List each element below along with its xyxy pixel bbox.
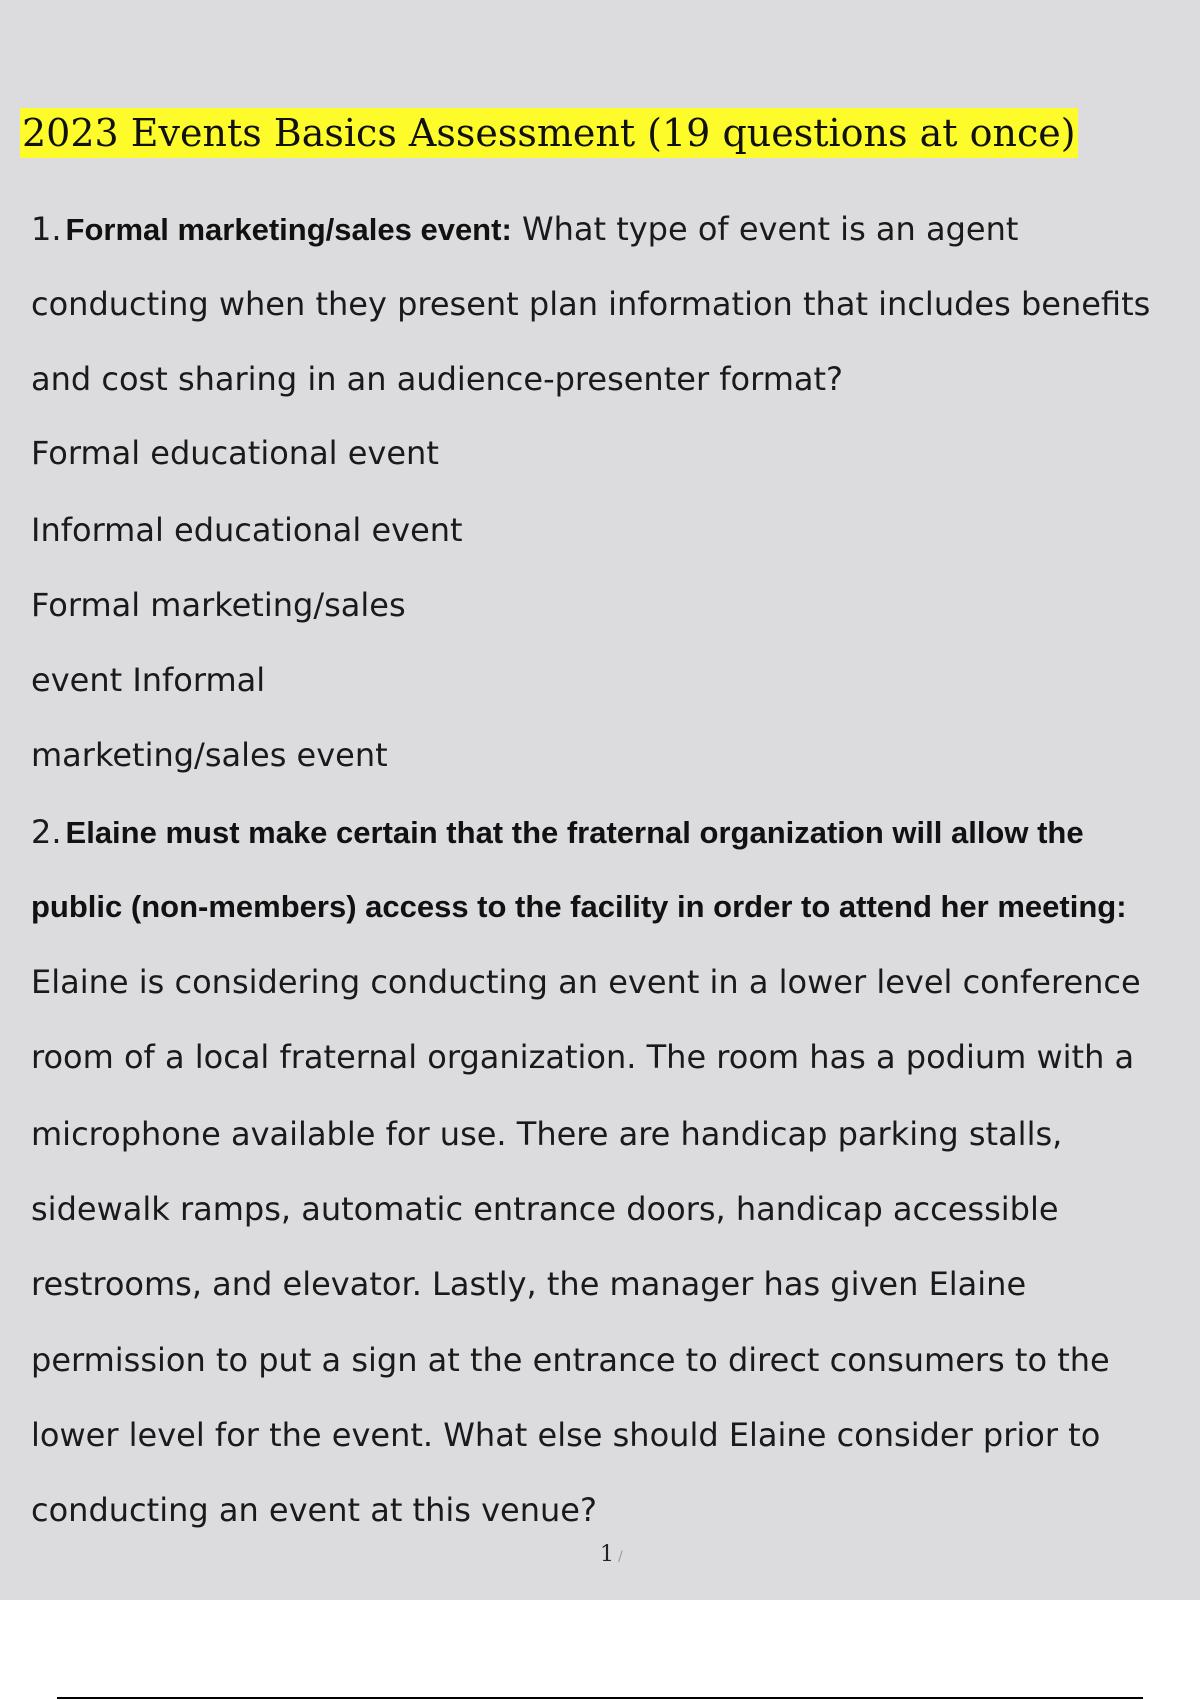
question-heading: Elaine must make certain that the fraternal organization will allow the xyxy=(65,815,1084,850)
next-page-divider xyxy=(57,1697,1143,1699)
question-text-line: microphone available for use. There are handicap parking stalls, xyxy=(31,1115,1063,1153)
question-text: What type of event is an agent xyxy=(511,210,1019,248)
question-text-line: conducting when they present plan information that includes benefits xyxy=(31,285,1151,323)
question-text-line: Elaine is considering conducting an event in a lower level conference xyxy=(31,963,1141,1001)
answer-option: Formal educational event xyxy=(31,434,439,472)
answer-option: Informal educational event xyxy=(31,511,463,549)
answer-option: Formal marketing/sales xyxy=(31,586,406,624)
question-1-line-1 xyxy=(31,207,1018,251)
answer-option: event Informal xyxy=(31,661,266,699)
page-number-value: 1 xyxy=(600,1542,614,1567)
answer-option: marketing/sales event xyxy=(31,736,388,774)
question-number: 1. xyxy=(31,210,62,248)
document-title: 2023 Events Basics Assessment (19 questions at once) xyxy=(20,108,1078,158)
page-number-suffix: / xyxy=(618,1549,623,1565)
question-number: 2. xyxy=(31,813,62,851)
question-2-line-1 xyxy=(31,810,1084,854)
question-text-line: sidewalk ramps, automatic entrance doors, handicap accessible xyxy=(31,1190,1059,1228)
question-text-line: restrooms, and elevator. Lastly, the manager has given Elaine xyxy=(31,1265,1027,1303)
question-text-line: room of a local fraternal organization. The room has a podium with a xyxy=(31,1038,1135,1076)
question-heading: Formal marketing/sales event: xyxy=(65,212,512,247)
question-heading-line: public (non-members) access to the facility in order to attend her meeting: xyxy=(31,889,1127,924)
page-number xyxy=(600,1540,623,1570)
question-text-line: lower level for the event. What else should Elaine consider prior to xyxy=(31,1416,1101,1454)
question-text-line: permission to put a sign at the entrance to direct consumers to the xyxy=(31,1341,1110,1379)
question-text-line: conducting an event at this venue? xyxy=(31,1491,597,1529)
question-text-line: and cost sharing in an audience-presenter format? xyxy=(31,360,844,398)
